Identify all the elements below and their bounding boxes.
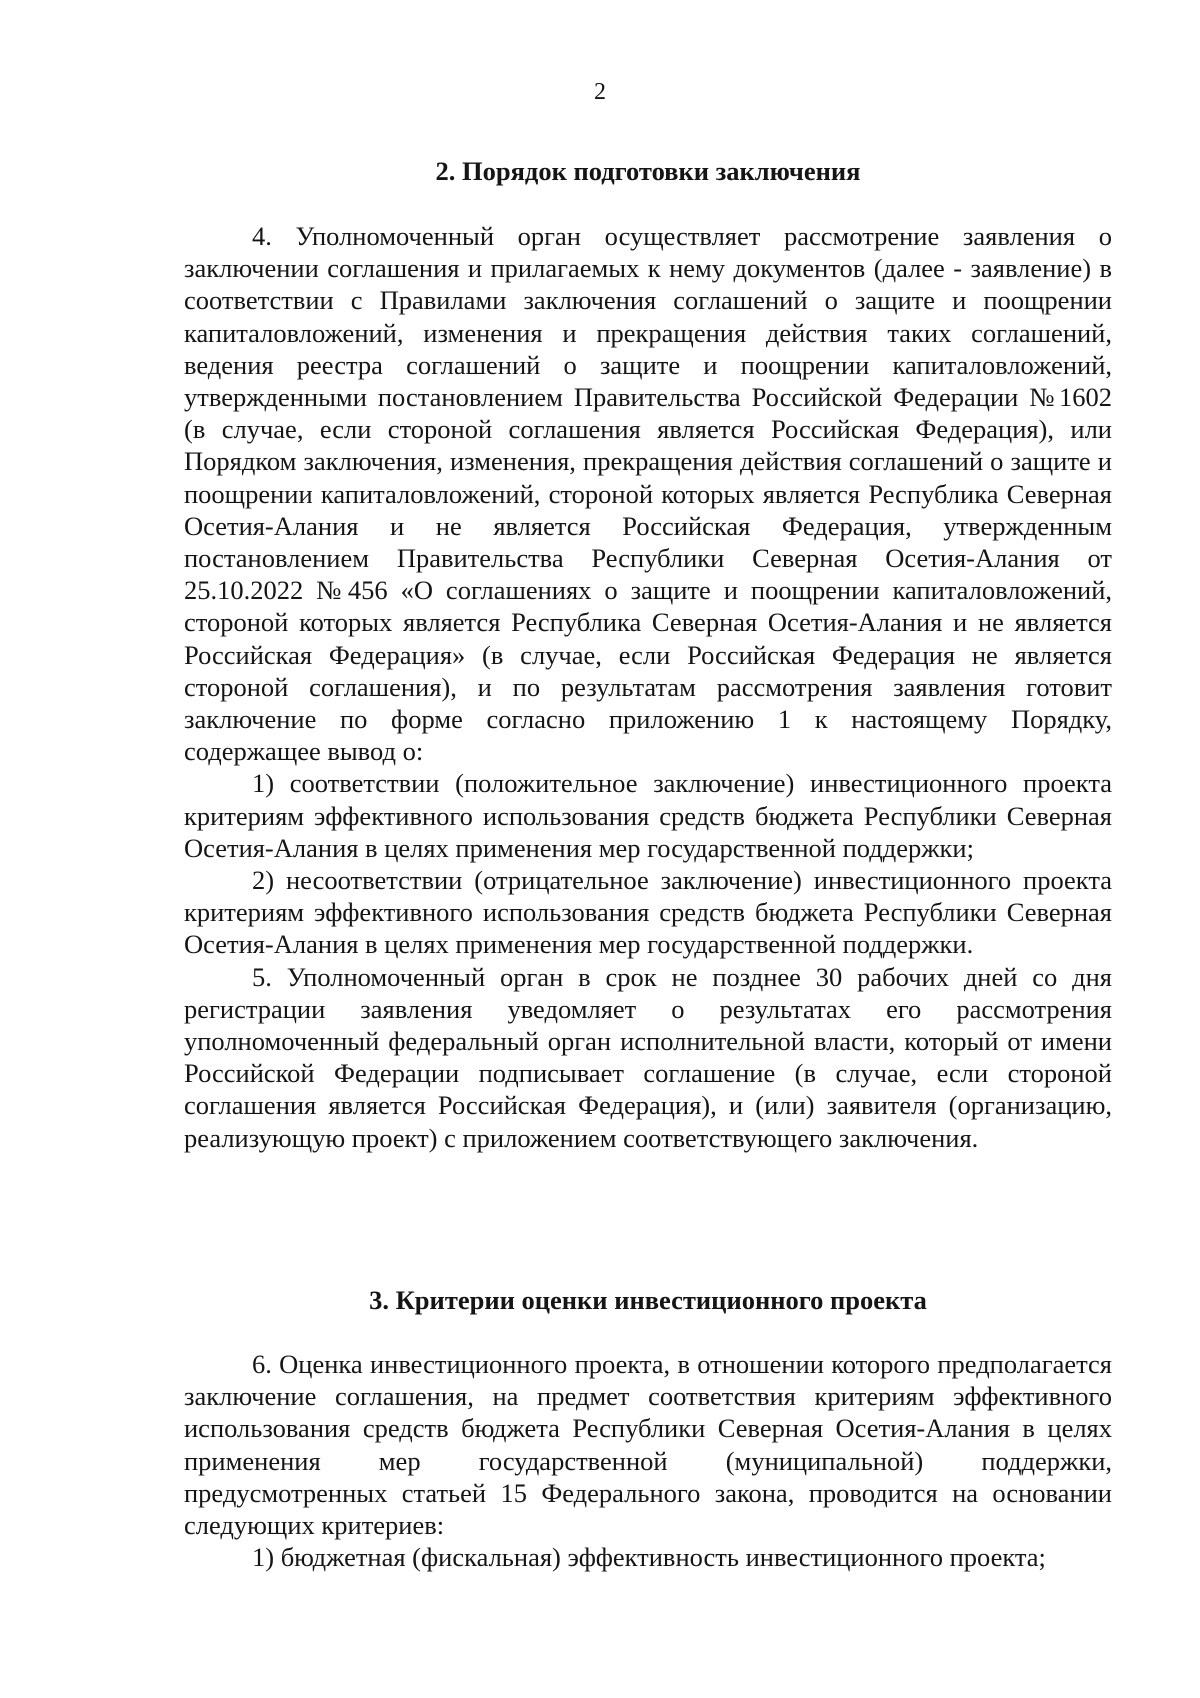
section-2-title: 2. Порядок подготовки заключения <box>435 156 861 186</box>
criterion-item-1: 1) бюджетная (фискальная) эффективность инвестиционного проекта; <box>252 1542 1046 1573</box>
page-number: 2 <box>594 79 606 105</box>
section-3-title: 3. Критерии оценки инвестиционного проекта <box>369 1285 927 1315</box>
list-item-1: 1) соответствии (положительное заключение) инвестиционного проекта критериям эффективного использования средств бюджета Республики Северная Осетия-Алания в целях применения мер государственной поддержки; <box>184 768 1112 863</box>
section-3-body <box>184 1348 1112 1573</box>
list-item-2: 2) несоответствии (отрицательное заключение) инвестиционного проекта критериям эффективного использования средств бюджета Республики Северная Осетия-Алания в целях применения мер государственной поддержки. <box>184 865 1112 960</box>
paragraph-5: 5. Уполномоченный орган в срок не позднее 30 рабочих дней со дня регистрации заявления уведомляет о результатах его рассмотрения уполномоченный федеральный орган исполнительной власти, который от имени Российской Федерации подписывает соглашение (в случае, если стороной соглашения является Российская Федерация), и (или) заявителя (организацию, реализующую проект) с приложением соответствующего заключения. <box>184 961 1112 1153</box>
section-2-body <box>184 220 1112 1154</box>
paragraph-6: 6. Оценка инвестиционного проекта, в отношении которого предполагается заключение соглашения, на предмет соответствия критериям эффективного использования средств бюджета Республики Северная Осетия-Алания в целях применения мер государственной (муниципальной) поддержки, предусмотренных статьей 15 Федерального закона, проводится на основании следующих критериев: <box>184 1349 1112 1541</box>
paragraph-4: 4. Уполномоченный орган осуществляет рассмотрение заявления о заключении соглашения и прилагаемых к нему документов (далее - заявление) в соответствии с Правилами заключения соглашений о защите и поощрении капиталовложений, изменения и прекращения действия таких соглашений, ведения реестра соглашений о защите и поощрении капиталовложений, утвержденными постановлением Правительства Российской Федерации №1602 (в случае, если стороной соглашения является Российская Федерация), или Порядком заключения, изменения, прекращения действия соглашений о защите и поощрении капиталовложений, стороной которых является Республика Северная Осетия-Алания и не является Российская Федерация, утвержденным постановлением Правительства Республики Северная Осетия-Алания от 25.10.2022 №456 «О соглашениях о защите и поощрении капиталовложений, стороной которых является Республика Северная Осетия-Алания и не является Российская Федерация» (в случае, если Российская Федерация не является стороной соглашения), и по результатам рассмотрения заявления готовит заключение по форме согласно приложению 1 к настоящему Порядку, содержащее вывод о: <box>184 221 1112 767</box>
